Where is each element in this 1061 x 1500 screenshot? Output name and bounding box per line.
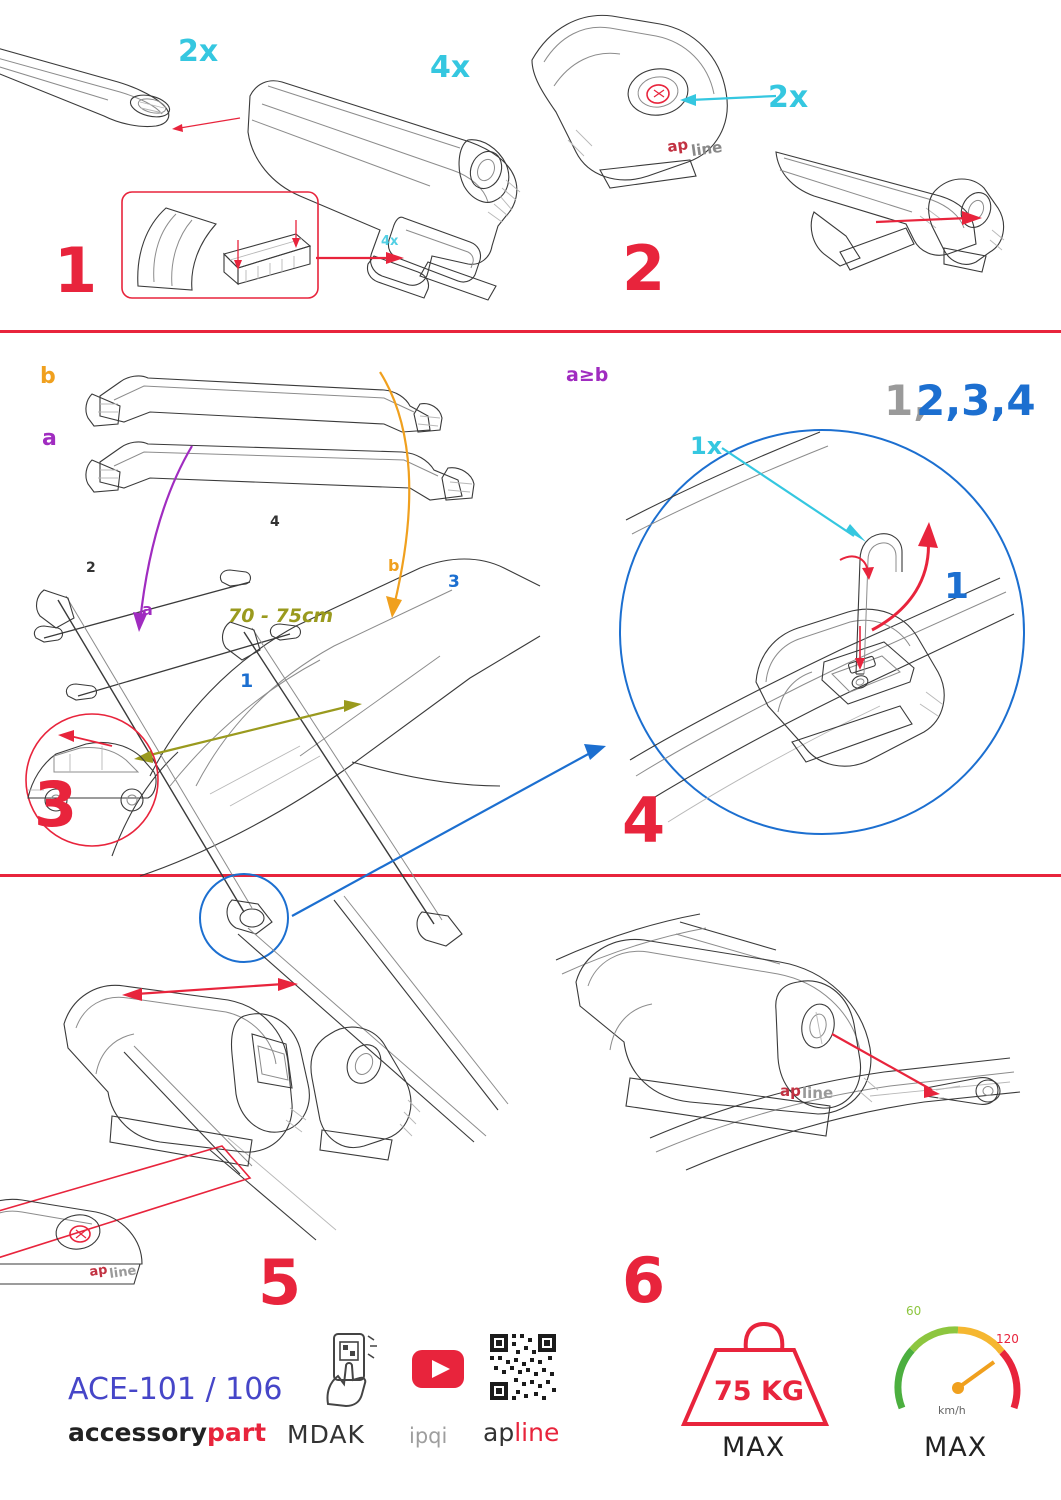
step-6-illustration	[540, 900, 1060, 1230]
callout-order-grey: 1,	[884, 376, 930, 425]
product-code: ACE-101 / 106	[68, 1372, 283, 1407]
callout-bar-b: b	[40, 364, 56, 389]
callout-inset-qty-4x: 4x	[381, 234, 399, 249]
callout-qty-2x-step1: 2x	[178, 34, 219, 69]
youtube-icon[interactable]	[410, 1348, 468, 1392]
callout-foot-2: 2	[86, 560, 96, 576]
step-number-6: 6	[622, 1244, 665, 1317]
svg-text:ap: ap	[780, 1082, 801, 1100]
section-divider-1	[0, 330, 1061, 333]
brand-mdak: MDAK	[287, 1420, 365, 1449]
svg-text:ap: ap	[666, 135, 690, 156]
callout-tighten-1: 1	[944, 566, 970, 607]
callout-qty-2x-step2: 2x	[768, 80, 809, 115]
step-2-illustration	[540, 0, 1060, 330]
svg-text:line: line	[108, 1263, 138, 1282]
brand-part-text: part	[207, 1418, 267, 1447]
brand-accessorypart	[68, 1418, 266, 1447]
callout-foot-3: 3	[448, 572, 460, 592]
step-number-5: 5	[258, 1246, 301, 1319]
svg-text:line: line	[690, 137, 724, 160]
callout-turns-1x: 1x	[690, 432, 723, 460]
step-number-1: 1	[54, 234, 97, 307]
qr-code-icon	[488, 1332, 558, 1402]
callout-bar-a: a	[42, 426, 57, 451]
weight-max-label: MAX	[722, 1432, 786, 1463]
step-4-illustration	[610, 430, 1050, 870]
brand-line-text: line	[514, 1418, 560, 1447]
callout-qty-4x-step1: 4x	[430, 50, 471, 85]
step-number-3: 3	[34, 768, 77, 841]
brand-accessory-text: accessory	[68, 1418, 208, 1447]
callout-order-blue: 2,3,4	[916, 376, 1036, 425]
weight-icon	[676, 1320, 836, 1430]
svg-text:line: line	[802, 1084, 834, 1102]
step-number-4: 4	[622, 784, 665, 857]
callout-roof-a: a	[142, 600, 153, 619]
weight-value: 75 KG	[714, 1376, 805, 1407]
speed-min-tick: 60	[906, 1304, 922, 1318]
svg-text:ap: ap	[88, 1262, 109, 1280]
callout-a-ge-b: a≥b	[566, 364, 609, 386]
step-1-inset	[120, 190, 340, 310]
step-5-illustration	[0, 888, 540, 1308]
step-number-2: 2	[622, 232, 665, 305]
qr-scan-hand-icon	[316, 1332, 396, 1412]
brand-ap-text: ap	[483, 1418, 515, 1447]
callout-foot-4: 4	[270, 514, 280, 530]
speed-unit-label: km/h	[938, 1404, 966, 1417]
speed-max-label: MAX	[924, 1432, 988, 1463]
speed-max-tick: 120	[996, 1332, 1019, 1346]
brand-ipqi: ipqi	[409, 1424, 448, 1448]
callout-foot-1: 1	[240, 670, 254, 692]
callout-roof-b: b	[388, 556, 400, 575]
brand-apline	[483, 1418, 559, 1447]
callout-distance: 70 - 75cm	[228, 605, 334, 627]
